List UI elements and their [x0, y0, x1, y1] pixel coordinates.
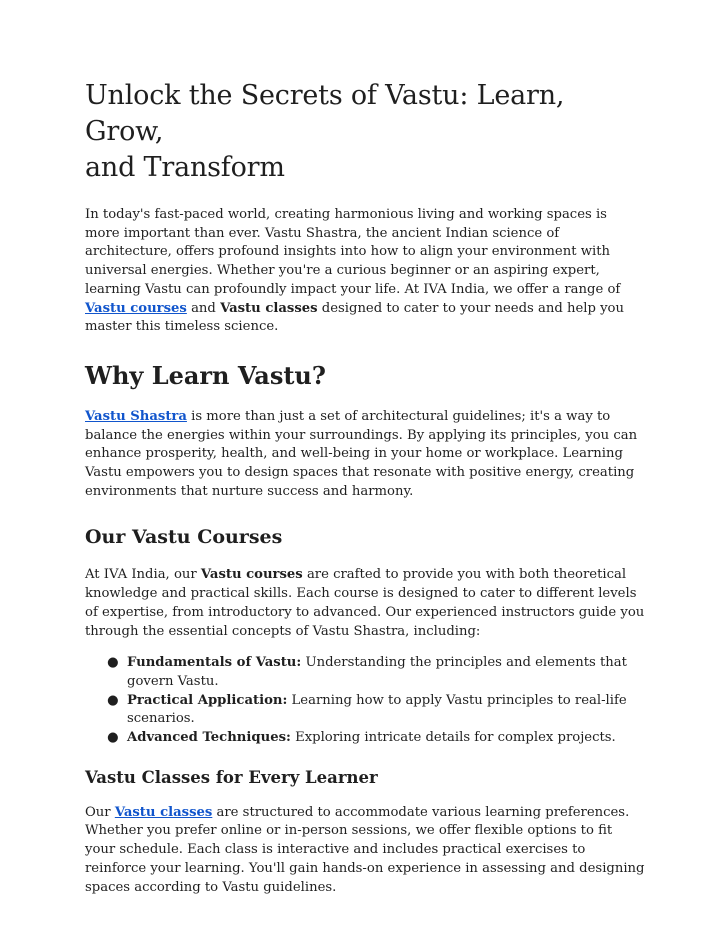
intro-paragraph — [85, 206, 645, 337]
intro-text-2: and — [186, 300, 221, 316]
classes-text-1: Our — [85, 804, 115, 820]
course-topics-list — [85, 654, 645, 748]
list-item-text: Exploring intricate details for complex projects. — [290, 730, 616, 746]
page-title — [85, 78, 645, 186]
list-item-label: Practical Application: — [127, 692, 288, 708]
bullet-icon: ● — [107, 692, 119, 708]
bullet-icon: ● — [107, 655, 119, 671]
bullet-icon: ● — [107, 730, 119, 746]
list-item — [107, 692, 645, 729]
list-item-label: Advanced Techniques: — [127, 730, 291, 746]
vastu-courses-link[interactable]: Vastu courses — [85, 300, 187, 316]
document-page — [85, 78, 645, 897]
vastu-classes-heading: Vastu Classes for Every Learner — [85, 767, 378, 787]
courses-text-1: At IVA India, our — [85, 567, 201, 583]
list-item-text: Learning how to apply Vastu principles to real-life scenarios. — [127, 692, 627, 727]
why-learn-heading: Why Learn Vastu? — [85, 360, 326, 390]
list-item-label: Fundamentals of Vastu: — [127, 655, 302, 671]
courses-paragraph — [85, 566, 645, 641]
intro-text-1: In today's fast-paced world, creating harmonious living and working spaces is more important than ever. Vastu Shastra, the ancient Indian science of architecture, offers profound insights into how to align your environment with universal energies. Whether you're a curious beginner or an aspiring expert, learning Vastu can profoundly impact your life. At IVA India, we offer a range of — [85, 207, 621, 297]
why-learn-paragraph — [85, 408, 645, 502]
why-learn-text: is more than just a set of architectural guidelines; it's a way to balance the energies within your surroundings. By applying its principles, you can enhance prosperity, health, and well-being in your home or workplace. Learning Vastu empowers you to design spaces that resonate with positive energy, creating environments that nurture success and harmony. — [85, 408, 638, 499]
intro-text-3: designed to cater to your needs and help you master this timeless science. — [85, 300, 624, 335]
list-item-text: Understanding the principles and elements that govern Vastu. — [127, 655, 627, 689]
vastu-shastra-link[interactable]: Vastu Shastra — [85, 408, 187, 424]
list-item — [107, 654, 645, 691]
classes-paragraph — [85, 804, 645, 898]
our-courses-heading: Our Vastu Courses — [85, 526, 283, 549]
vastu-classes-link[interactable]: Vastu classes — [114, 804, 213, 820]
list-item — [107, 729, 645, 748]
page-title-line-2: and Transform — [85, 152, 285, 183]
classes-text-2: are structured to accommodate various learning preferences. Whether you prefer online or in-person sessions, we offer flexible options to fit your schedule. Each class is interactive and includes practical exercises to reinforce your learning. You'll gain hands-on experience in assessing and designing spaces according to Vastu guidelines. — [85, 804, 645, 895]
courses-text-2: are crafted to provide you with both theoretical knowledge and practical skills. Each course is designed to cater to different levels of expertise, from introductory to advanced. Our experienced instructors guide you through the essential concepts of Vastu Shastra, including: — [85, 567, 645, 639]
intro-bold-classes: Vastu classes — [220, 300, 318, 316]
courses-bold: Vastu courses — [200, 567, 303, 583]
page-title-line-1: Unlock the Secrets of Vastu: Learn, Grow, — [85, 80, 565, 147]
